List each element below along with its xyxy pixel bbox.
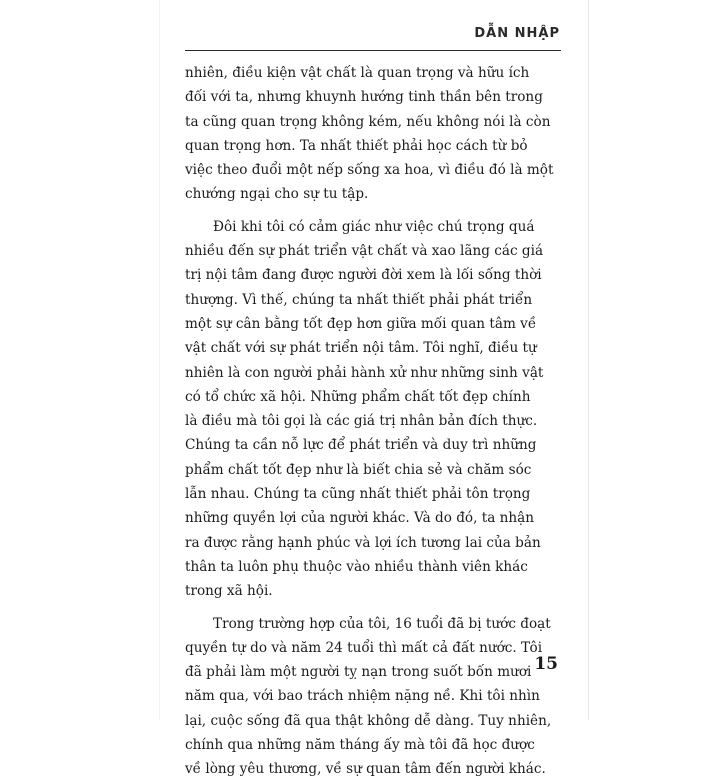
text-line: ra được rằng hạnh phúc và lợi ích tương lai của bản [185, 534, 541, 551]
text-line: quan trọng hơn. Ta nhất thiết phải học cách từ bỏ [185, 137, 528, 154]
text-line: một sự cân bằng tốt đẹp hơn giữa mối quan tâm về [185, 315, 537, 332]
page-number: 15 [534, 654, 558, 674]
text-line: thân ta luôn phụ thuộc vào nhiều thành viên khác [185, 558, 528, 575]
text-line: năm qua, với bao trách nhiệm nặng nề. Khi tôi nhìn [185, 688, 540, 705]
text-line: vật chất với sự phát triển nội tâm. Tôi nghĩ, điều tự [185, 340, 537, 357]
header-rule [185, 50, 561, 51]
text-line: thượng. Vì thế, chúng ta nhất thiết phải phát triển [185, 291, 533, 308]
text-line: nhiên, điều kiện vật chất là quan trọng và hữu ích [185, 65, 530, 81]
text-line: chính qua những năm tháng ấy mà tôi đã học được [185, 737, 535, 754]
text-line: trị nội tâm đang được người đời xem là lối sống thời [185, 267, 542, 284]
text-line: có tổ chức xã hội. Những phẩm chất tốt đẹp chính [185, 388, 531, 405]
text-line: về lòng yêu thương, về sự quan tâm đến người khác. [185, 761, 546, 778]
text-line: nhiên là con người phải hành xử như những sinh vật [185, 364, 544, 381]
text-line: đã phải làm một người tỵ nạn trong suốt bốn mươi [185, 664, 532, 681]
text-line: phẩm chất tốt đẹp như là biết chia sẻ và chăm sóc [185, 461, 532, 478]
text-line: những quyền lợi của người khác. Và do đó, ta nhận [185, 510, 535, 527]
text-line: trong xã hội. [185, 583, 273, 600]
text-line: là điều mà tôi gọi là các giá trị nhân bản đích thực. [185, 413, 538, 430]
text-line: lẫn nhau. Chúng ta cũng nhất thiết phải tôn trọng [185, 486, 531, 503]
running-header-title: DẪN NHẬP [474, 26, 560, 41]
text-line: Trong trường hợp của tôi, 16 tuổi đã bị tước đoạt [213, 615, 551, 632]
text-line: Đôi khi tôi có cảm giác như việc chú trọng quá [213, 218, 535, 235]
text-line: ta cũng quan trọng không kém, nếu không nói là còn [185, 113, 551, 130]
paragraph-1 [185, 61, 557, 207]
paragraph-2 [185, 215, 557, 604]
text-line: Chúng ta cần nỗ lực để phát triển và duy trì những [185, 437, 537, 454]
text-line: quyền tự do và năm 24 tuổi thì mất cả đất nước. Tôi [185, 639, 543, 656]
body-text [185, 61, 557, 782]
text-line: nhiều đến sự phát triển vật chất và xao lãng các giá [185, 243, 544, 260]
book-page [160, 0, 588, 778]
text-line: chướng ngại cho sự tu tập. [185, 186, 369, 203]
paragraph-3 [185, 612, 557, 782]
text-line: việc theo đuổi một nếp sống xa hoa, vì điều đó là một [185, 162, 554, 179]
text-line: lại, cuộc sống đã qua thật không dễ dàng. Tuy nhiên, [185, 712, 552, 729]
text-line: đối với ta, nhưng khuynh hướng tinh thần bên trong [185, 89, 543, 106]
